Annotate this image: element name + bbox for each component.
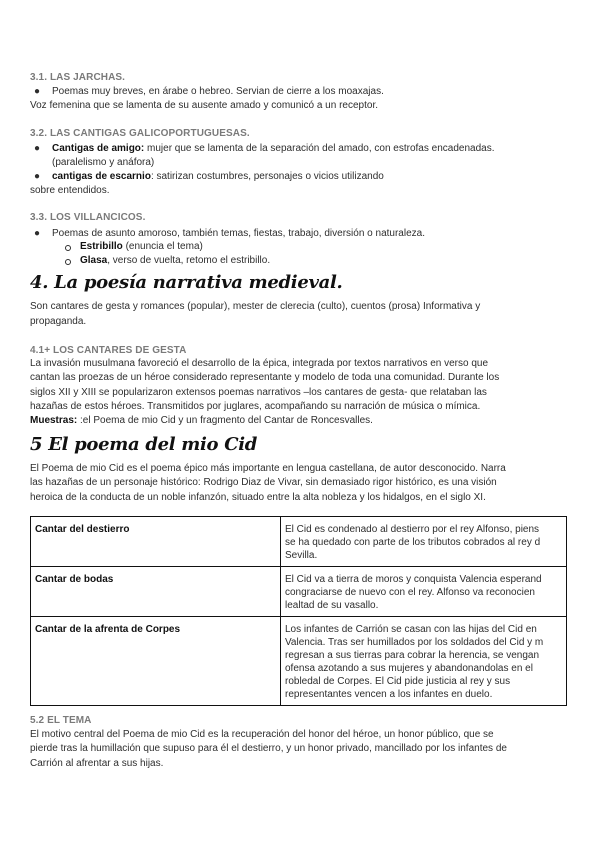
gesta-line-3: siglos XII y XIII se popularizaron extensos poemas narrativos –los cantares de gesta- que relataban las (30, 387, 487, 398)
table-row (31, 517, 567, 567)
table-line: El Cid es condenado al destierro por el rey Alfonso, piens (285, 524, 540, 535)
section-4-line-1: Son cantares de gesta y romances (popular), mester de clerecia (culto), cuentos (prosa) Informativa y (30, 301, 481, 312)
cantigas-escarnio-line2: sobre entendidos. (30, 185, 110, 196)
section-3-3-heading: 3.3. LOS VILLANCICOS. (30, 212, 146, 223)
section-4-line-2: propaganda. (30, 316, 87, 327)
villancicos-bullet: Poemas de asunto amoroso, también temas, fiestas, trabajo, diversión o naturaleza. (52, 228, 425, 239)
section-3-1-heading: 3.1. LAS JARCHAS. (30, 72, 126, 83)
glasa-text: , verso de vuelta, retomo el estribillo. (107, 255, 271, 266)
table-row (31, 567, 567, 617)
table-row-label: Cantar de bodas (31, 567, 281, 617)
cid-line-3: heroica de la conducta de un noble infanzón, situado entre la alta nobleza y los hidalgos, en el siglo XI. (30, 492, 486, 503)
table-row-description (281, 617, 567, 706)
cid-line-2: las hazañas de un personaje histórico: Rodrigo Diaz de Vivar, sin demasiado rigor histórico, es una visión (30, 477, 497, 488)
glasa-item (80, 254, 270, 268)
cantigas-escarnio-item (52, 170, 384, 184)
table-line: Sevilla. (285, 550, 318, 561)
table-row-label: Cantar del destierro (31, 517, 281, 567)
estribillo-term: Estribillo (80, 241, 123, 252)
section-3-2-heading: 3.2. LAS CANTIGAS GALICOPORTUGUESAS. (30, 128, 250, 139)
cantigas-escarnio-term: cantigas de escarnio (52, 171, 151, 182)
muestras-label: Muestras: (30, 415, 78, 426)
cantigas-amigo-item (52, 142, 494, 156)
cid-line-1: El Poema de mio Cid es el poema épico más importante en lengua castellana, de autor desconocido. Narra (30, 463, 506, 474)
jarchas-bullet: Poemas muy breves, en árabe o hebreo. Servian de cierre a los moaxajas. (52, 86, 384, 97)
table-row-description (281, 517, 567, 567)
tema-line-2: pierde tras la humillación que supuso para él el destierro, y un honor privado, mancillado por los infantes de (30, 743, 507, 754)
tema-line-1: El motivo central del Poema de mio Cid es la recuperación del honor del héroe, un honor público, que se (30, 729, 494, 740)
bullet-dot: ● (34, 228, 41, 239)
table-line: Los infantes de Carrión se casan con las hijas del Cid en (285, 624, 537, 635)
section-4-1-heading: 4.1+ LOS CANTARES DE GESTA (30, 345, 187, 356)
table-line: representantes vencen a los infantes en duelo. (285, 689, 493, 700)
muestras-line (30, 414, 373, 428)
section-5-2-heading: 5.2 EL TEMA (30, 715, 92, 726)
bullet-dot: ● (34, 86, 41, 97)
cantigas-amigo-term: Cantigas de amigo: (52, 143, 145, 154)
sub-bullet-circle (65, 245, 71, 251)
table-line: robledal de Corpes. El Cid pide justicia al rey y sus (285, 676, 511, 687)
estribillo-text: (enuncia el tema) (122, 241, 203, 252)
tema-line-3: Carrión al afrentar a sus hijas. (30, 758, 164, 769)
table-line: lealtad de su vasallo. (285, 600, 379, 611)
section-4-heading: 4. La poesía narrativa medieval. (30, 272, 343, 293)
glasa-term: Glasa (80, 255, 108, 266)
table-line: se ha quedado con parte de los tributos cobrados al rey d (285, 537, 541, 548)
table-row (31, 617, 567, 706)
table-line: congraciarse de nuevo con el rey. Alfonso va reconocien (285, 587, 535, 598)
table-line: Valencia. Tras ser humillados por los soldados del Cid y m (285, 637, 544, 648)
table-row-label: Cantar de la afrenta de Corpes (31, 617, 281, 706)
cantigas-amigo-text: mujer que se lamenta de la separación del amado, con estrofas encadenadas. (144, 143, 495, 154)
jarchas-line: Voz femenina que se lamenta de su ausente amado y comunicó a un receptor. (30, 100, 378, 111)
table-line: ofensa azotando a sus mujeres y abandonandolas en el (285, 663, 533, 674)
gesta-line-1: La invasión musulmana favoreció el desarrollo de la épica, integrada por textos narrativos en verso que (30, 358, 489, 369)
table-row-description (281, 567, 567, 617)
bullet-dot: ● (34, 143, 41, 154)
bullet-dot: ● (34, 171, 41, 182)
gesta-line-4: hazañas de estos héroes. Transmitidos por juglares, acompañando su narración de música o mímica. (30, 401, 481, 412)
cantares-table (30, 516, 567, 706)
sub-bullet-circle (65, 259, 71, 265)
cantigas-escarnio-text: : satirizan costumbres, personajes o vicios utilizando (150, 171, 384, 182)
muestras-text: :el Poema de mio Cid y un fragmento del Cantar de Roncesvalles. (77, 415, 373, 426)
section-5-heading: 5 El poema del mio Cid (30, 434, 258, 455)
table-line: regresan a sus tierras para cobrar la herencia, se vengan (285, 650, 540, 661)
cantigas-amigo-line2: (paralelismo y anáfora) (52, 157, 155, 168)
table-line: El Cid va a tierra de moros y conquista Valencia esperand (285, 574, 542, 585)
estribillo-item (80, 240, 203, 254)
gesta-line-2: cantan las proezas de un héroe considerado representante y modelo de toda una comunidad. Durante los (30, 372, 500, 383)
